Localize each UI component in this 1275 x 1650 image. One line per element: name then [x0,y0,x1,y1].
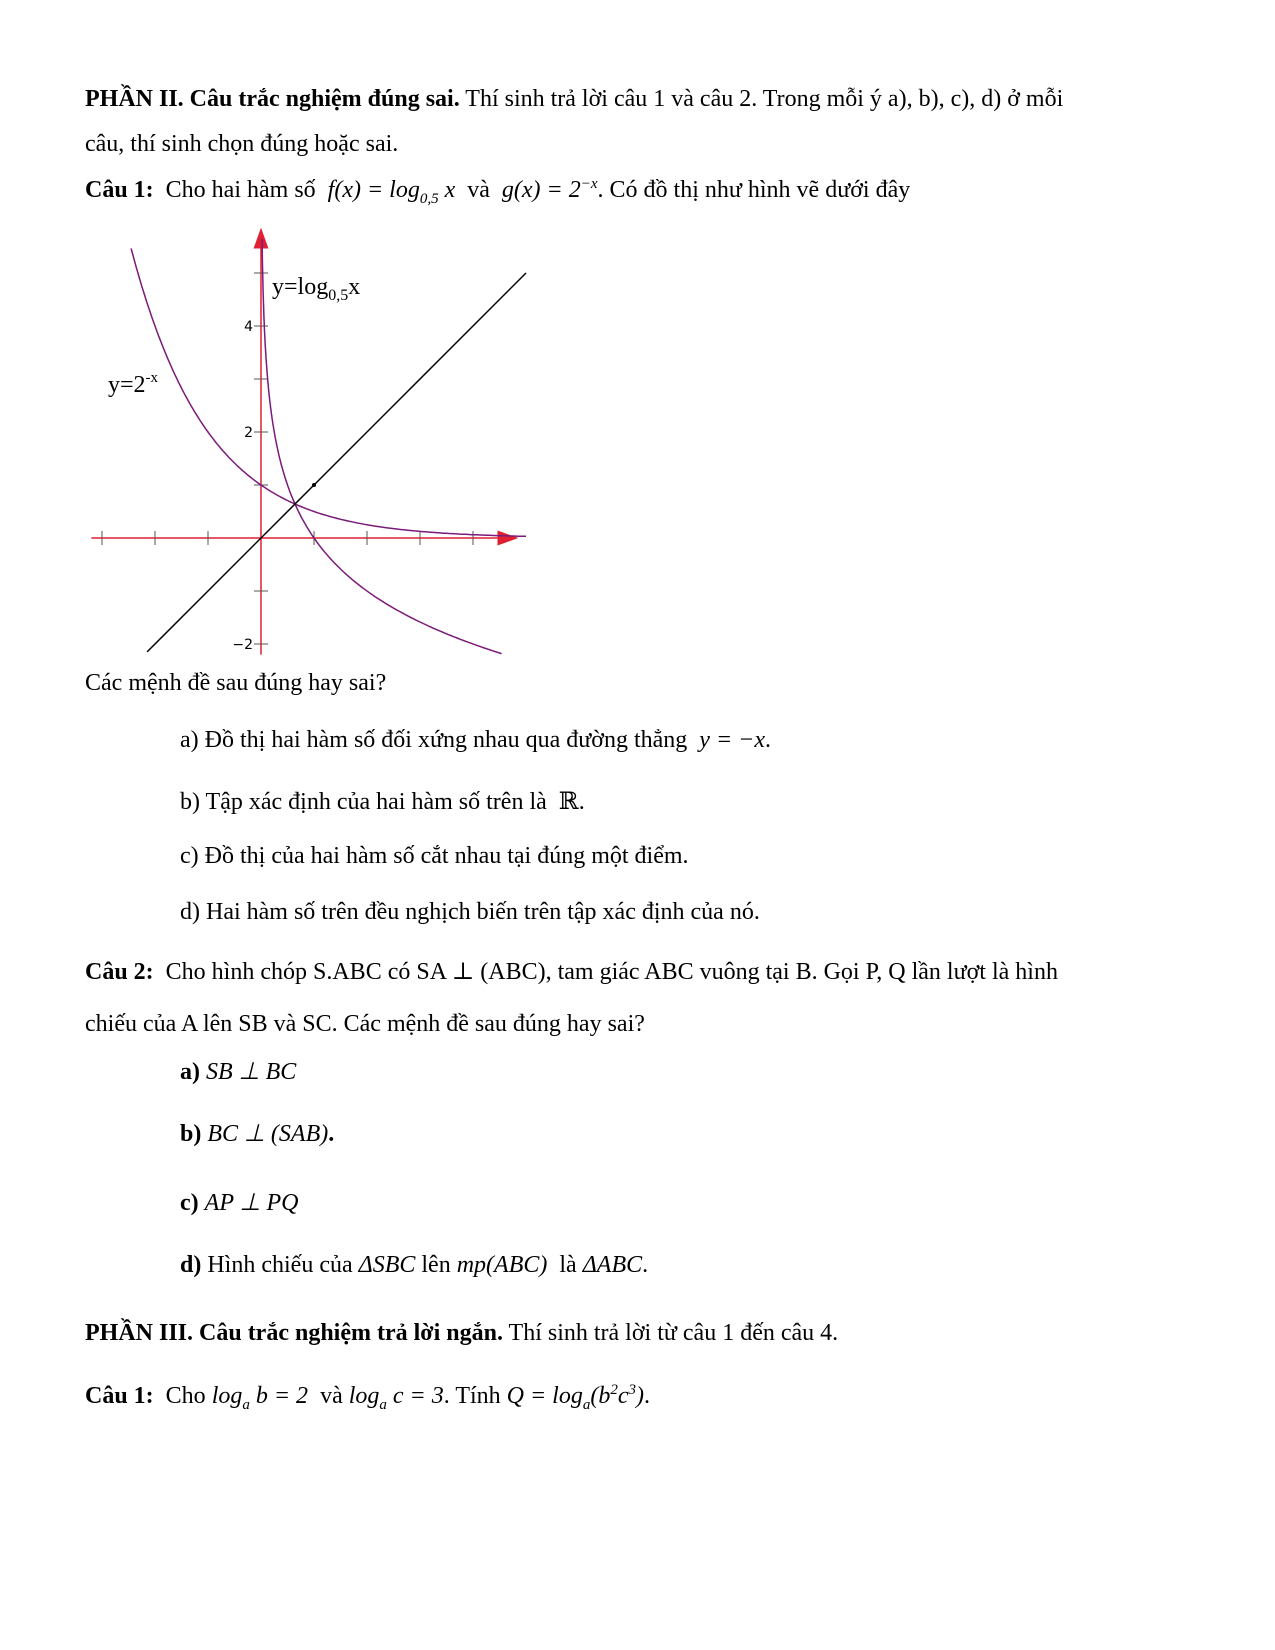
part2-intro: Thí sinh trả lời câu 1 và câu 2. Trong mỗi ý a), b), c), d) ở mỗi [459,86,1064,112]
q1-option-a: a) Đồ thị hai hàm số đối xứng nhau qua đường thẳng y = −x. [180,727,771,753]
q2-option-a: a) SB ⊥ BC [180,1059,297,1085]
q1-stem [85,176,911,207]
q1-f-expr: $f(x) = \log_{0,5} x$ [327,177,456,207]
point-marker [312,483,316,487]
y-tick-label: −2 [232,637,253,653]
q1-and: và [467,177,490,203]
q3-stem: Câu 1: Cho $\log_a b = 2$ và $\log_a c = 3$. Tính $Q = \log_a(b^2c^3)$. [85,1382,651,1413]
q1-label: Câu 1: [85,177,154,203]
part3-intro: PHẦN III. Câu trắc nghiệm trả lời ngắn. Thí sinh trả lời từ câu 1 đến câu 4. [85,1320,839,1346]
q2-line1 [85,957,1058,986]
series-line-2 [147,273,526,652]
graph-labels [108,274,360,398]
q2-label: Câu 2: [85,959,154,985]
q2-option-d: d) Hình chiếu của ΔSBC lên mp(ABC) là ΔABC. [180,1252,649,1278]
y-tick-label: 4 [244,319,253,335]
q1-after-graph: Các mệnh đề sau đúng hay sai? [85,670,387,696]
exp-curve-label: $y=2^{-x}$ [108,370,159,398]
function-graph [80,222,540,662]
q1-g-expr: $g(x) = 2^{-x}$ [501,176,598,203]
q2-line2: chiếu của A lên SB và SC. Các mệnh đề sau đúng hay sai? [85,1011,645,1037]
q1-option-b: b) Tập xác định của hai hàm số trên là ℝ. [180,789,585,815]
log-curve-label: $y=\log_{0,5}x$ [272,274,361,304]
part2-intro-line1 [85,86,1063,113]
part2-heading: PHẦN II. Câu trắc nghiệm đúng sai. [85,86,460,112]
part2-intro-line2: câu, thí sinh chọn đúng hoặc sai. [85,131,399,157]
part3-heading: PHẦN III. Câu trắc nghiệm trả lời ngắn. [85,1320,503,1346]
q2-text1: Cho hình chóp S.ABC có SA ⊥ (ABC), tam giác ABC vuông tại B. Gọi P, Q lần lượt là hình [165,959,1058,985]
q1-text-b: . Có đồ thị như hình vẽ dưới đây [597,177,911,203]
q1-option-c: c) Đồ thị của hai hàm số cắt nhau tại đúng một điểm. [180,843,689,869]
y-tick-label: 2 [244,425,253,441]
q2-option-c: c) AP ⊥ PQ [180,1190,299,1216]
q1-text-a: Cho hai hàm số [165,177,316,203]
series-line-0 [262,239,502,654]
q2-option-b: b) BC ⊥ (SAB). [180,1121,335,1147]
q1-option-d: d) Hai hàm số trên đều nghịch biến trên tập xác định của nó. [180,899,760,925]
